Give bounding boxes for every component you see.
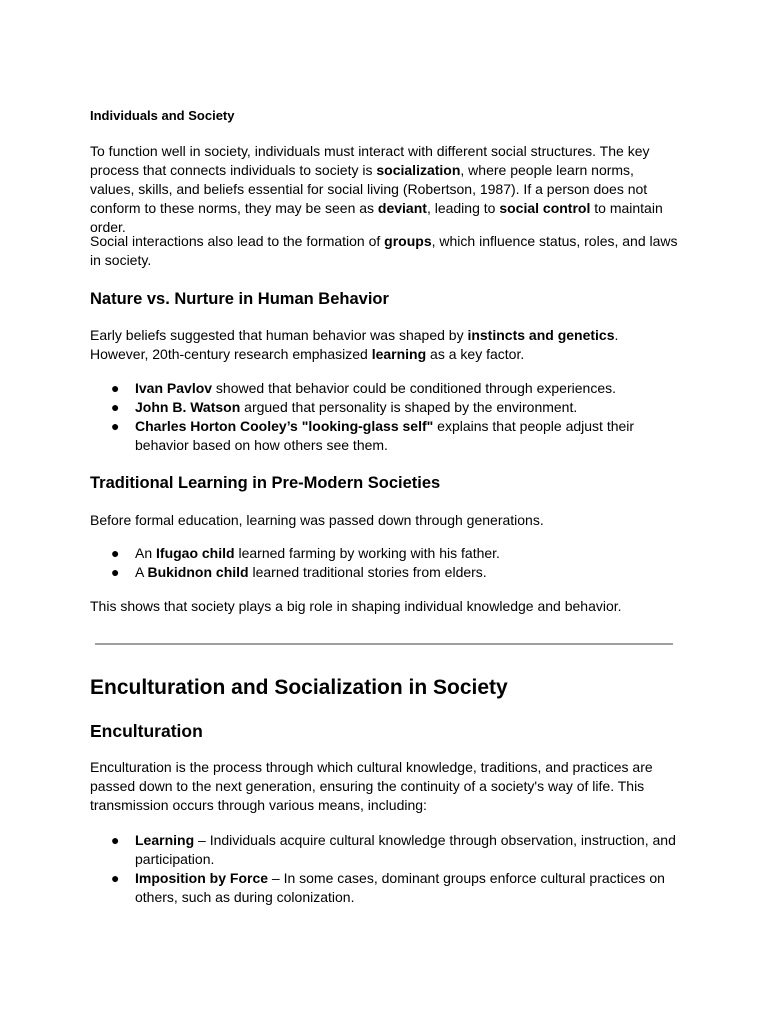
paragraph-society-role: This shows that society plays a big role in shaping individual knowledge and behavior. <box>90 598 622 614</box>
list-item: ● John B. Watson argued that personality is shaped by the environment. <box>111 399 578 415</box>
bold-term-deviant: deviant <box>377 200 427 216</box>
bullet-list-transmission-means <box>90 831 680 907</box>
text-run: , where people learn norms, values, skills, and beliefs essential for social living (Robertson, 1987). If a person does not conform to these norms, they may be seen as <box>90 162 648 216</box>
heading-text: Enculturation and Socialization in Society <box>90 676 508 699</box>
text-run: to maintain order. <box>90 200 663 235</box>
section-heading-nature-nurture <box>90 289 680 309</box>
bold-term-socialization: socialization <box>376 162 461 178</box>
bullet-icon: ● <box>111 870 120 886</box>
paragraph-formal-education: Before formal education, learning was passed down through generations. <box>90 512 544 528</box>
heading-text: Individuals and Society <box>90 108 235 123</box>
text-run: Social interactions also lead to the formation of <box>90 233 385 249</box>
bold-term-groups: groups <box>384 233 432 249</box>
text-run: , which influence status, roles, and laws in society. <box>90 233 678 268</box>
subheading-enculturation <box>90 720 680 742</box>
text-run: , leading to <box>426 200 500 216</box>
bold-term-instincts-genetics: instincts and genetics <box>467 327 615 343</box>
paragraph-groups <box>90 232 680 270</box>
text-run: . However, 20th-century research emphasized <box>90 327 619 362</box>
paragraph-enculturation-definition: Enculturation is the process through which cultural knowledge, traditions, and practices are passed down to the next generation, ensuring the continuity of a society's way of life. This transmission occurs through various means, including: <box>90 759 653 813</box>
list-item: ● Learning – Individuals acquire cultural knowledge through observation, instruction, and participation. <box>111 832 676 867</box>
bold-term-social-control: social control <box>499 200 591 216</box>
bullet-list-researchers <box>90 379 680 455</box>
title-enculturation-socialization <box>90 675 680 701</box>
list-item: ● Ivan Pavlov showed that behavior could be conditioned through experiences. <box>111 380 616 396</box>
bullet-icon: ● <box>111 399 120 415</box>
text-run: To function well in society, individuals must interact with different social structures. The key process that connects individuals to society is <box>90 143 650 178</box>
bullet-icon: ● <box>111 564 120 580</box>
bold-term-learning: learning <box>371 346 427 362</box>
paragraph-instincts-learning <box>90 326 680 364</box>
text-run: Early beliefs suggested that human behavior was shaped by <box>90 327 468 343</box>
heading-text: Enculturation <box>90 721 203 741</box>
section-heading-individuals-society <box>90 108 680 124</box>
list-item: ● Charles Horton Cooley’s "looking-glass self" explains that people adjust their behavior based on how others see them. <box>111 418 635 453</box>
section-heading-traditional-learning <box>90 473 680 493</box>
bullet-icon: ● <box>111 380 120 396</box>
heading-text: Traditional Learning in Pre-Modern Societies <box>90 474 441 492</box>
text-run: as a key factor. <box>426 346 525 362</box>
bullet-list-children <box>90 544 680 582</box>
bullet-icon: ● <box>111 418 120 434</box>
list-item: ● Imposition by Force – In some cases, dominant groups enforce cultural practices on others, such as during colonization. <box>111 870 665 905</box>
list-item: ● An Ifugao child learned farming by working with his father. <box>111 545 500 561</box>
heading-text: Nature vs. Nurture in Human Behavior <box>90 290 389 308</box>
horizontal-divider <box>95 643 673 645</box>
bullet-icon: ● <box>111 545 120 561</box>
paragraph-socialization <box>90 142 680 237</box>
list-item: ● A Bukidnon child learned traditional stories from elders. <box>111 564 487 580</box>
bullet-icon: ● <box>111 832 120 848</box>
